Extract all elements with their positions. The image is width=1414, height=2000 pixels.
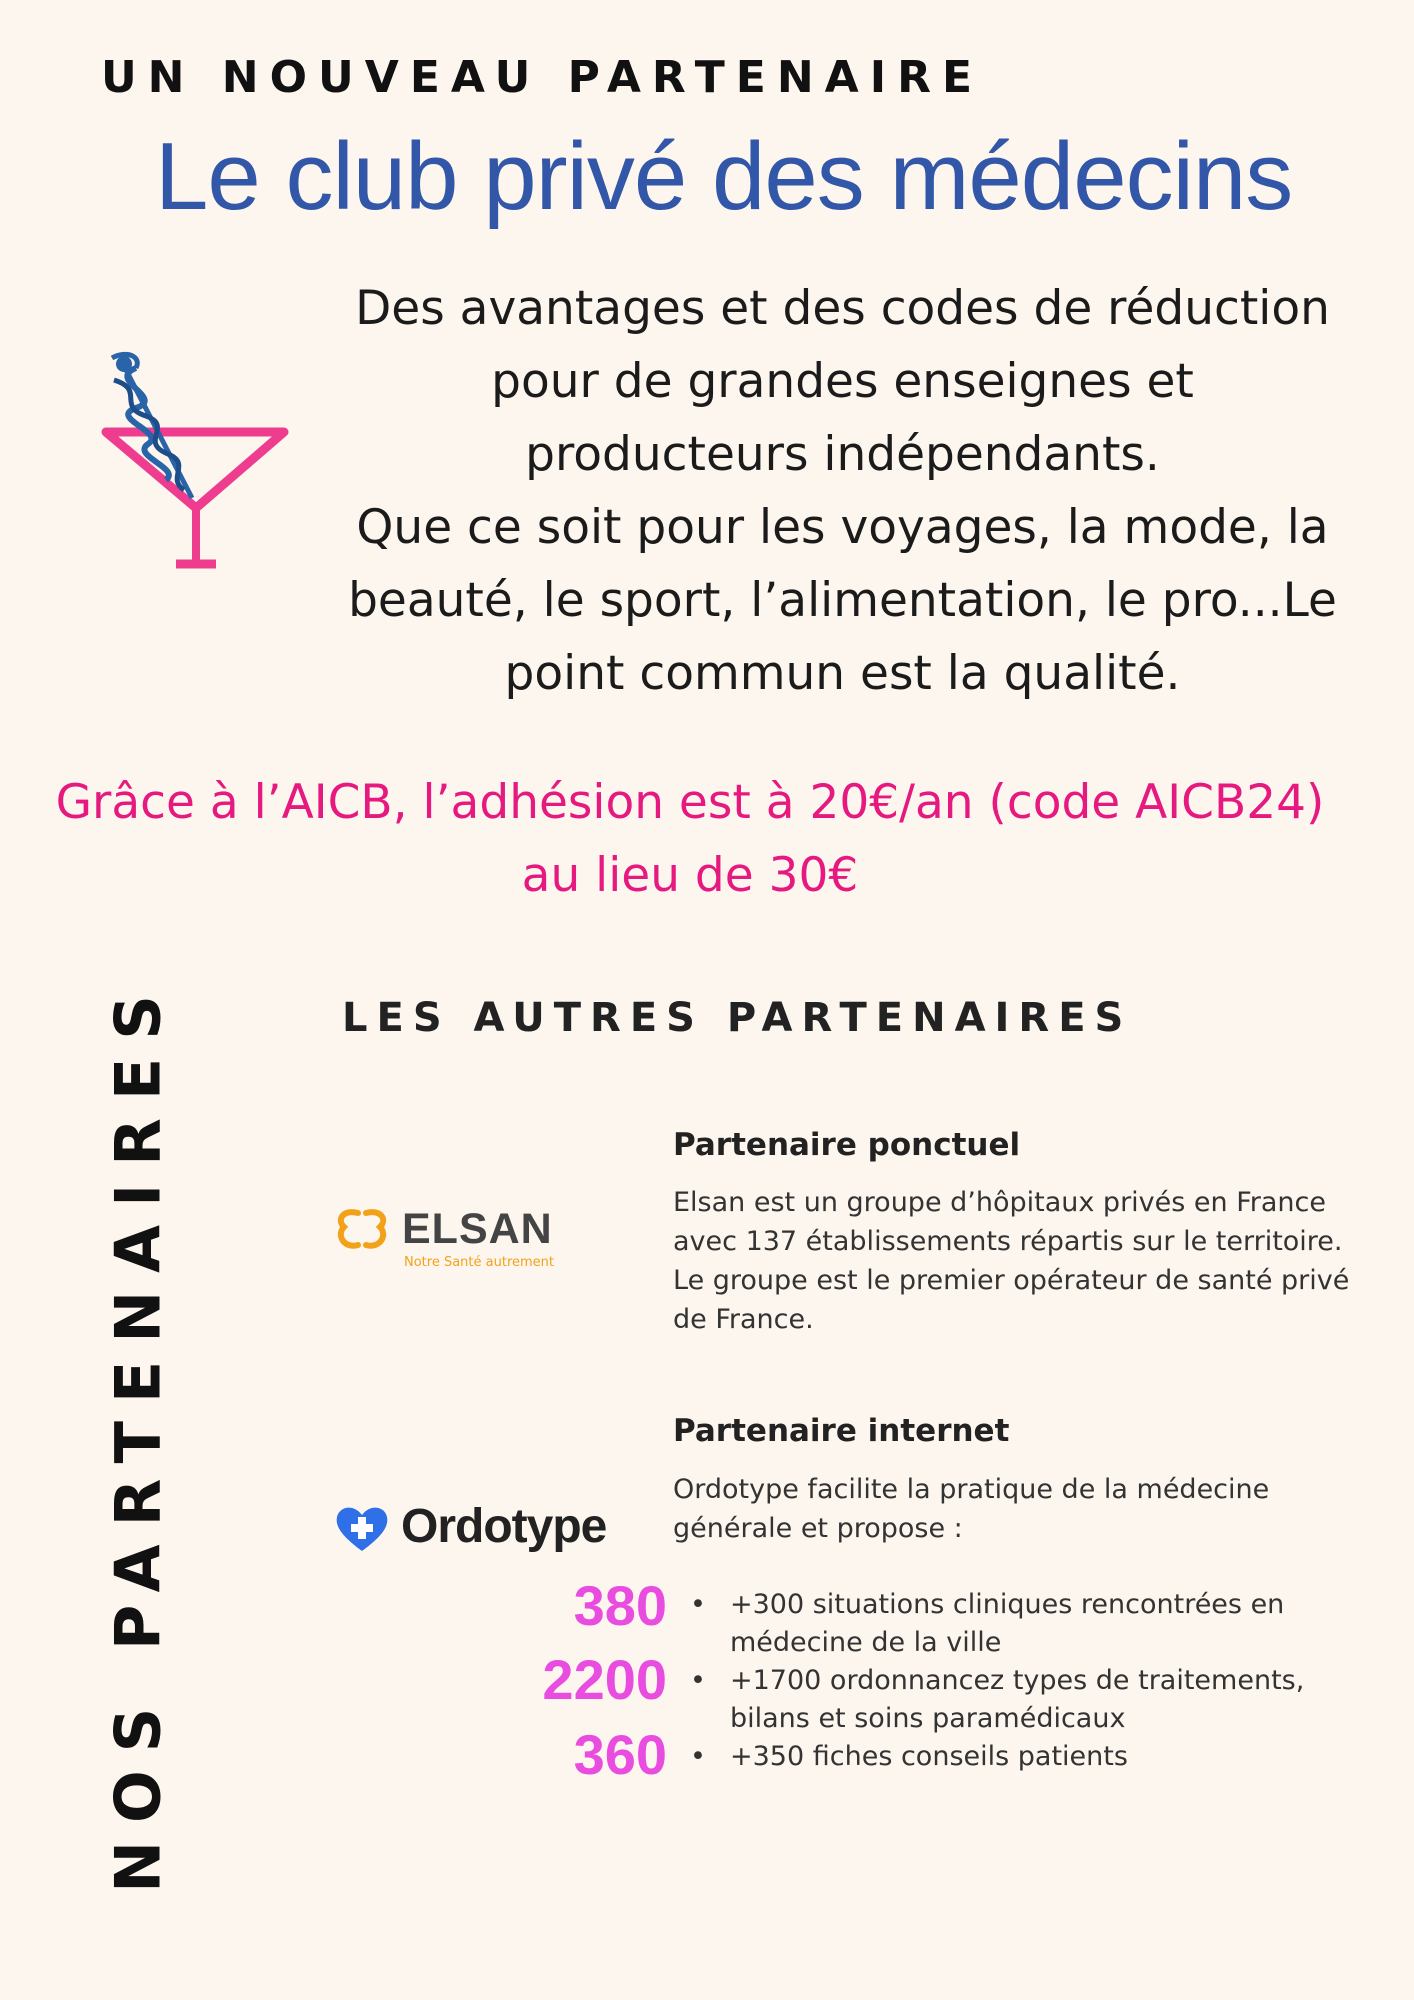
elsan-wordmark: ELSAN <box>402 1205 553 1253</box>
ordotype-desc-line: Ordotype facilite la pratique de la médecine <box>673 1474 1270 1505</box>
stat-number: 360 <box>573 1723 667 1786</box>
elsan-desc-line: Le groupe est le premier opérateur de santé privé <box>673 1265 1350 1296</box>
promo-line: Grâce à l’AICB, l’adhésion est à 20€/an (code AICB24) <box>55 775 1325 830</box>
list-item: • +350 fiches conseils patients <box>690 1738 1390 1776</box>
sidebar-title: NOS PARTENAIRES <box>101 977 175 1893</box>
elsan-desc-line: avec 137 établissements répartis sur le territoire. <box>673 1226 1343 1257</box>
intro-line: producteurs indépendants. <box>525 427 1160 482</box>
intro-line: pour de grandes enseignes et <box>491 354 1194 409</box>
sidebar-title-wrap <box>98 960 178 1910</box>
promo-line: au lieu de 30€ <box>521 848 859 903</box>
ordotype-features-list <box>690 1586 1390 1776</box>
intro-line: Que ce soit pour les voyages, la mode, la <box>356 500 1329 555</box>
intro-line: Des avantages et des codes de réduction <box>355 281 1330 336</box>
intro-line: point commun est la qualité. <box>504 646 1181 701</box>
ordotype-desc-line: générale et propose : <box>673 1513 963 1544</box>
ordotype-partner-heading: Partenaire internet <box>673 1413 1010 1449</box>
eyebrow-text: UN NOUVEAU PARTENAIRE <box>100 52 984 103</box>
stat-number: 2200 <box>542 1648 667 1711</box>
elsan-symbol-icon <box>332 1205 392 1261</box>
cocktail-caduceus-icon <box>96 350 296 570</box>
ordotype-description <box>673 1470 1373 1548</box>
page-title: Le club privé des médecins <box>155 123 1293 230</box>
intro-line: beauté, le sport, l’alimentation, le pro...Le <box>348 573 1337 628</box>
list-item: • +300 situations cliniques rencontrées en médecine de la ville <box>690 1586 1390 1662</box>
list-item: • +1700 ordonnancez types de traitements, bilans et soins paramédicaux <box>690 1662 1390 1738</box>
promo-offer <box>20 766 1360 912</box>
intro-paragraph <box>315 272 1370 710</box>
heart-plus-icon <box>333 1501 391 1557</box>
elsan-desc-line: de France. <box>673 1304 814 1335</box>
ordotype-wordmark: Ordotype <box>401 1500 607 1553</box>
ordotype-logo <box>333 1495 633 1565</box>
elsan-tagline: Notre Santé autrement <box>404 1255 555 1270</box>
eyebrow-title <box>0 52 1414 103</box>
elsan-logo <box>332 1205 602 1275</box>
elsan-partner-heading: Partenaire ponctuel <box>673 1127 1021 1163</box>
elsan-desc-line: Elsan est un groupe d’hôpitaux privés en France <box>673 1187 1326 1218</box>
stat-number: 380 <box>573 1574 667 1637</box>
elsan-description <box>673 1183 1393 1339</box>
other-partners-heading: LES AUTRES PARTENAIRES <box>342 995 1133 1041</box>
